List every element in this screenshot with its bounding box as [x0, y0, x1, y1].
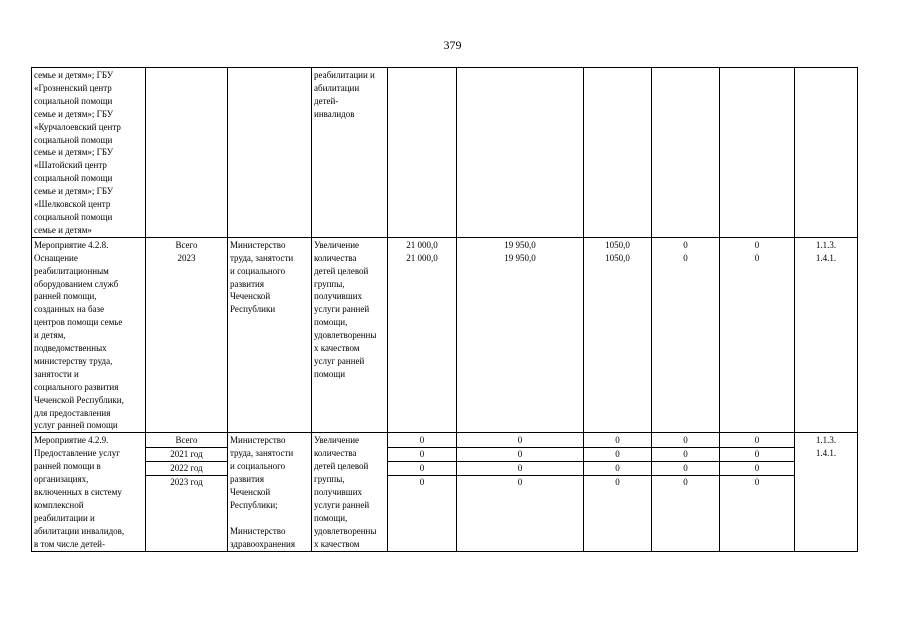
- funding-cell: [584, 68, 652, 238]
- cell-line: группы,: [314, 278, 345, 289]
- cell-line: Всего: [146, 434, 227, 448]
- table-row: [32, 237, 858, 433]
- cell-line: семье и детям»; ГБУ: [34, 147, 114, 158]
- funding-cell: [457, 237, 584, 433]
- cell-line: 1050,0: [605, 239, 630, 250]
- cell-line: 21 000,0: [406, 252, 438, 263]
- cell-line: услуг ранней помощи: [34, 420, 118, 431]
- cell-line: 0: [419, 477, 425, 488]
- cell-line: 0: [388, 462, 456, 476]
- cell-line: 0: [584, 434, 651, 448]
- cell-line: социальной помощи: [34, 211, 113, 222]
- cell-line: удовлетворенны: [314, 525, 377, 536]
- program-table: [31, 67, 858, 552]
- cell-line: 1050,0: [605, 252, 630, 263]
- cell-line: реабилитации и: [314, 70, 375, 80]
- cell-line: х качеством: [314, 343, 360, 354]
- funding-cell: [457, 433, 584, 551]
- cell-line: семье и детям»; ГБУ: [34, 186, 114, 197]
- funding-cell: [457, 68, 584, 238]
- cell-line: семье и детям»; ГБУ: [34, 108, 114, 119]
- cell-line: министерству труда,: [34, 355, 113, 366]
- cell-line: абилитации: [314, 82, 360, 93]
- cell-line: «Шатойский центр: [34, 160, 107, 171]
- cell-line: 0: [457, 462, 583, 476]
- activity-cell: [32, 237, 146, 433]
- cell-line: занятости и: [34, 368, 79, 379]
- cell-line: помощи,: [314, 512, 348, 523]
- page-number: 379: [443, 38, 462, 52]
- cell-line: 1.1.3.: [815, 435, 837, 446]
- cell-line: 0: [584, 462, 651, 476]
- cell-line: ранней помощи в: [34, 461, 101, 472]
- cell-line: 0: [584, 448, 651, 462]
- cell-line: детей целевой: [314, 461, 369, 472]
- cell-line: развития: [230, 474, 265, 485]
- cell-line: 0: [652, 448, 719, 462]
- cell-line: оборудованием служб: [34, 278, 119, 289]
- cell-line: Министерство: [230, 239, 286, 250]
- executor-cell: [228, 237, 312, 433]
- cell-line: и социального: [230, 461, 286, 472]
- cell-line: социальной помощи: [34, 173, 113, 184]
- cell-line: х качеством: [314, 538, 360, 549]
- cell-line: Республики: [230, 304, 276, 315]
- cell-line: комплексной: [34, 499, 84, 510]
- table-row: [32, 68, 858, 238]
- cell-line: организациях,: [34, 474, 89, 485]
- cell-line: 0: [615, 477, 620, 488]
- cell-line: 0: [388, 448, 456, 462]
- cell-line: получивших: [314, 487, 363, 497]
- cell-line: труда, занятости: [230, 252, 294, 263]
- funding-cell: [652, 433, 720, 551]
- cell-line: реабилитации и: [34, 512, 95, 523]
- cell-line: 0: [720, 448, 794, 462]
- funding-cell: [388, 68, 457, 238]
- cell-line: 0: [517, 477, 523, 488]
- cell-line: 0: [683, 252, 688, 263]
- cell-line: услуги ранней: [314, 304, 370, 315]
- period-cell: [146, 68, 228, 238]
- cell-line: «Курчалоевский центр: [34, 121, 121, 132]
- cell-line: детей-: [314, 95, 339, 106]
- result-cell: [312, 68, 388, 238]
- cell-line: 0: [754, 252, 760, 263]
- cell-line: Оснащение: [34, 252, 78, 263]
- period-cell: [146, 237, 228, 433]
- cell-line: Чеченской: [230, 291, 271, 302]
- cell-line: Всего: [175, 239, 198, 250]
- funding-cell: [720, 433, 795, 551]
- cell-line: услуги ранней: [314, 499, 370, 510]
- funding-cell: [388, 433, 457, 551]
- cell-line: Республики;: [230, 499, 278, 510]
- cell-line: 2023 год: [170, 477, 203, 488]
- cell-line: 0: [683, 239, 688, 250]
- cell-line: 0: [720, 462, 794, 476]
- cell-line: количества: [314, 252, 357, 263]
- cell-line: труда, занятости: [230, 448, 294, 459]
- cell-line: Увеличение: [314, 239, 360, 250]
- cell-line: социальной помощи: [34, 134, 113, 145]
- cell-line: и детям,: [34, 330, 66, 341]
- cell-line: группы,: [314, 474, 345, 485]
- cell-line: 19 950,0: [504, 239, 536, 250]
- cell-line: абилитации инвалидов,: [34, 525, 125, 536]
- cell-line: социального развития: [34, 381, 119, 392]
- indicator-cell: [795, 68, 858, 238]
- cell-line: 0: [652, 462, 719, 476]
- cell-line: помощи,: [314, 317, 348, 328]
- cell-line: созданных на базе: [34, 304, 105, 315]
- cell-line: 1.4.1.: [815, 448, 837, 459]
- period-cell: [146, 433, 228, 551]
- cell-line: количества: [314, 448, 357, 459]
- cell-line: здравоохранения: [230, 538, 296, 549]
- funding-cell: [720, 237, 795, 433]
- result-cell: [312, 433, 388, 551]
- cell-line: 0: [754, 477, 760, 488]
- cell-line: Мероприятие 4.2.8.: [34, 239, 109, 250]
- cell-line: семье и детям»: [34, 224, 92, 235]
- cell-line: 2022 год: [146, 462, 227, 476]
- cell-line: детей целевой: [314, 265, 369, 276]
- cell-line: 0: [720, 434, 794, 448]
- cell-line: помощи: [314, 368, 346, 379]
- cell-line: получивших: [314, 291, 363, 302]
- cell-line: ранней помощи,: [34, 291, 97, 302]
- table-row: [32, 433, 858, 551]
- result-cell: [312, 237, 388, 433]
- cell-line: 1.4.1.: [815, 252, 837, 263]
- activity-cell: [32, 433, 146, 551]
- cell-line: 21 000,0: [406, 239, 438, 250]
- cell-line: Мероприятие 4.2.9.: [34, 435, 109, 446]
- cell-line: Предоставление услуг: [34, 448, 120, 459]
- cell-line: 0: [683, 477, 688, 488]
- cell-line: включенных в систему: [34, 487, 122, 497]
- funding-cell: [720, 68, 795, 238]
- cell-line: «Грозненский центр: [34, 82, 112, 93]
- cell-line: «Шелковской центр: [34, 199, 111, 210]
- cell-line: 2021 год: [146, 448, 227, 462]
- cell-line: для предоставления: [34, 407, 111, 418]
- cell-line: семье и детям»; ГБУ: [34, 70, 114, 80]
- cell-line: 0: [754, 239, 760, 250]
- funding-cell: [584, 237, 652, 433]
- cell-line: и социального: [230, 265, 286, 276]
- cell-line: Чеченской: [230, 487, 271, 497]
- funding-cell: [652, 68, 720, 238]
- executor-cell: [228, 433, 312, 551]
- indicator-cell: [795, 237, 858, 433]
- indicator-cell: [795, 433, 858, 551]
- executor-cell: [228, 68, 312, 238]
- cell-line: 0: [388, 434, 456, 448]
- cell-line: инвалидов: [314, 108, 355, 119]
- funding-cell: [584, 433, 652, 551]
- activity-cell: [32, 68, 146, 238]
- cell-line: подведомственных: [34, 343, 107, 354]
- cell-line: реабилитационным: [34, 265, 109, 276]
- funding-cell: [652, 237, 720, 433]
- cell-line: удовлетворенны: [314, 330, 377, 341]
- cell-line: услуг ранней: [314, 355, 365, 366]
- cell-line: 1.1.3.: [815, 239, 837, 250]
- cell-line: социальной помощи: [34, 95, 113, 106]
- cell-line: 19 950,0: [504, 252, 536, 263]
- cell-line: 0: [457, 434, 583, 448]
- cell-line: 0: [457, 448, 583, 462]
- funding-cell: [388, 237, 457, 433]
- cell-line: Министерство: [230, 525, 286, 536]
- cell-line: развития: [230, 278, 265, 289]
- cell-line: [230, 512, 309, 525]
- cell-line: центров помощи семье: [34, 317, 123, 328]
- cell-line: 2023: [177, 252, 196, 263]
- cell-line: 0: [652, 434, 719, 448]
- cell-line: Увеличение: [314, 435, 360, 446]
- cell-line: в том числе детей-: [34, 538, 105, 549]
- cell-line: Чеченской Республики,: [34, 394, 124, 405]
- cell-line: Министерство: [230, 435, 286, 446]
